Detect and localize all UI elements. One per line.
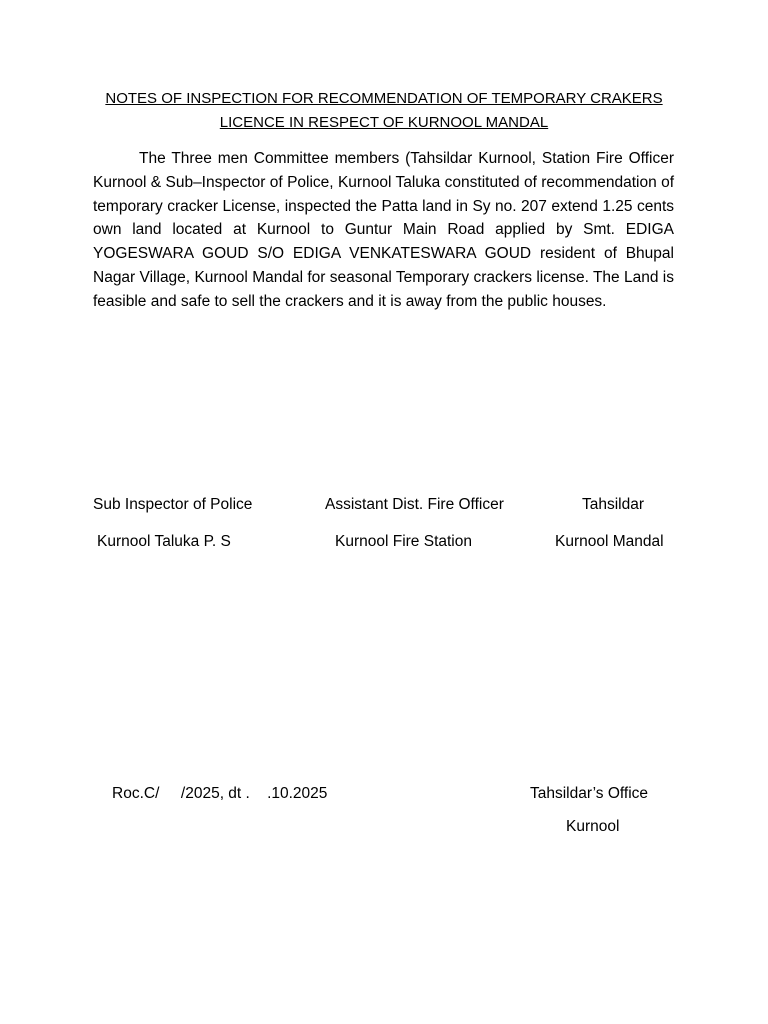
signatory-tahsildar-role: Tahsildar xyxy=(582,496,645,513)
document-title-line-2: LICENCE IN RESPECT OF KURNOOL MANDAL xyxy=(219,114,549,131)
inspection-notes-paragraph: The Three men Committee members (Tahsildar Kurnool, Station Fire Officer Kurnool & Sub–Inspector of Police, Kurnool Taluka constituted of recommendation of temporary cracker License, inspected the Patta land in Sy no. 207 extend 1.25 cents own land located at Kurnool to Guntur Main Road applied by Smt. EDIGA YOGESWARA GOUD S/O EDIGA VENKATESWARA GOUD resident of Bhupal Nagar Village, Kurnool Mandal for seasonal Temporary crackers license. The Land is feasible and safe to sell the crackers and it is away from the public houses. xyxy=(93,150,674,310)
signatory-police-place: Kurnool Taluka P. S xyxy=(97,533,231,550)
reference-number: Roc.C/ /2025, dt . .10.2025 xyxy=(112,785,328,802)
signatory-fire-role: Assistant Dist. Fire Officer xyxy=(325,496,504,513)
issuing-office: Tahsildar’s Office xyxy=(530,785,649,802)
issuing-office-place: Kurnool xyxy=(566,818,620,835)
signatory-tahsildar-place: Kurnool Mandal xyxy=(555,533,664,550)
signatory-fire-place: Kurnool Fire Station xyxy=(335,533,472,550)
document-title-line-1: NOTES OF INSPECTION FOR RECOMMENDATION OF TEMPORARY CRAKERS xyxy=(105,90,663,107)
signatory-police-role: Sub Inspector of Police xyxy=(93,496,253,513)
